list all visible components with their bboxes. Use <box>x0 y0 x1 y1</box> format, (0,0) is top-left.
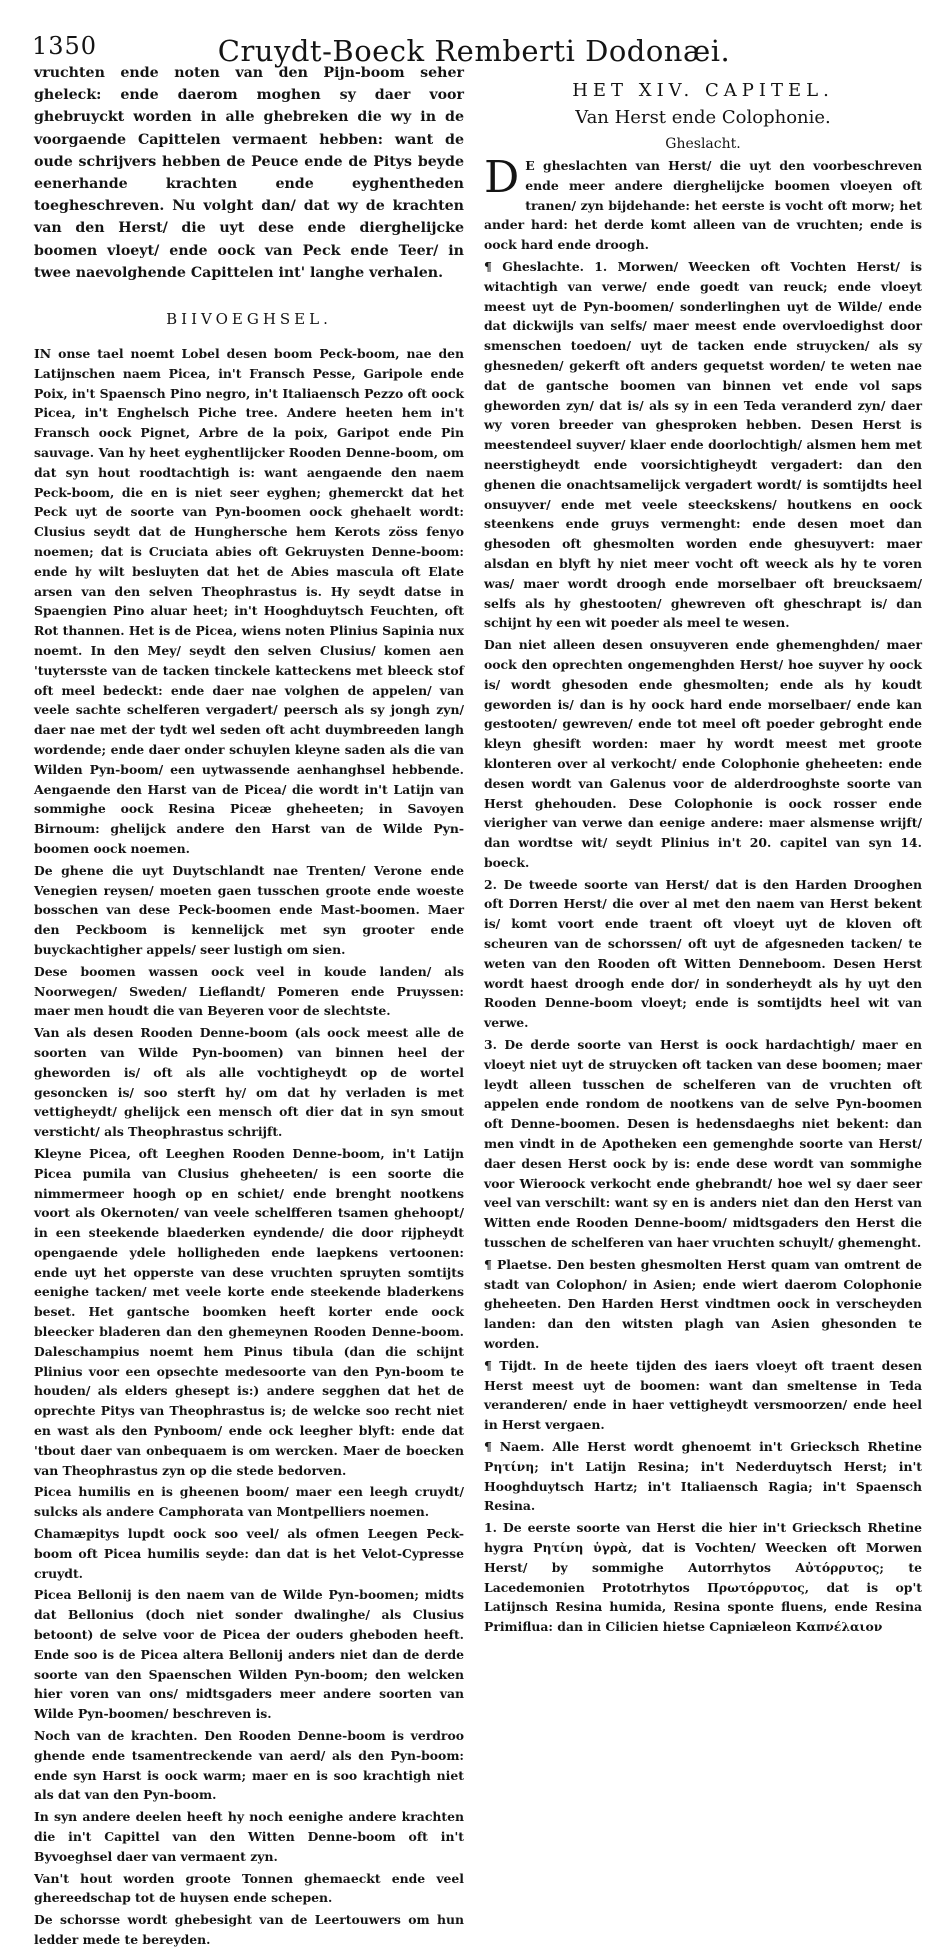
addendum-paragraph: De schorsse wordt ghebesight van de Leertouwers om hun ledder mede te bereyden. <box>34 1912 464 1947</box>
addendum-paragraph: Picea humilis en is gheenen boom/ maer een leegh cruydt/ sulcks als andere Camphorata van Montpelliers noemen. <box>34 1484 464 1520</box>
body-paragraph: 2. De tweede soorte van Herst/ dat is den Harden Drooghen oft Dorren Herst/ die over al met den naem van Herst bekent is/ komt voort ende traent oft vloeyt uyt de kloven oft scheuren van de schorssen/ oft uyt de afgesneden tacken/ te weten van den Rooden oft Witten Denneboom. Desen Herst wordt haest droogh ende dor/ in sonderheydt als hy uyt den Rooden Denne-boom vloeyt; ende is somtijdts heel wit van verwe. <box>484 876 922 1031</box>
addendum-paragraph: Van't hout worden groote Tonnen ghemaeckt ende veel ghereedschap tot de huysen ende schepen. <box>34 1870 464 1906</box>
addendum-paragraph: Noch van de krachten. Den Rooden Denne-boom is verdroo ghende ende tsamentreckende van aerd/ als den Pyn-boom: ende syn Harst is oock warm; maer en is soo krachtigh niet als dat van den Pyn-boom. <box>34 1728 464 1803</box>
opening-text: E gheslachten van Herst/ die uyt den voorbeschreven ende meer andere dierghelijcke boomen vloeyen oft tranen/ zyn bijdehande: het eerste is vocht oft morw; het ander hard: het derde komt alleen van de vruchten; ende is oock hard ende droogh. <box>484 158 922 253</box>
section-heading: BIIVOEGHSEL. <box>166 310 332 329</box>
addendum-paragraph: In syn andere deelen heeft hy noch eenighe andere krachten die in't Capittel van den Witten Denne-boom oft in't Byvoeghsel daer van vermaent zyn. <box>34 1809 464 1864</box>
addendum-paragraph: Picea Bellonij is den naem van de Wilde Pyn-boomen; midts dat Bellonius (doch niet sonder dwalinghe/ als Clusius betoont) de selve voor de Picea der ouders gheboden heeft. Ende soo is de Picea altera Bellonij anders niet dan de derde soorte van den Spaenschen Wilden Pyn-boom; den welcken hier voren van ons/ midtsgaders meer andere soorten van Wilde Pyn-boomen/ beschreven is. <box>34 1587 464 1722</box>
chapter-subtitle: Van Herst ende Colophonie. <box>575 107 831 128</box>
left-column <box>34 62 464 1947</box>
addendum-paragraph: IN onse tael noemt Lobel desen boom Peck-boom, nae den Latijnschen naem Picea, in't Fransch Pesse, Garipole ende Poix, in't Spaensch Pino negro, in't Italiaensch Pezzo oft oock Picea, in't Enghelsch Piche tree. Andere heeten hem in't Fransch oock Pignet, Arbre de la poix, Garipot ende Pin sauvage. Van hy heet eyghentlijcker Rooden Denne-boom, om dat syn hout roodtachtigh is: want aengaende den naem Peck-boom, die en is niet seer eyghen; ghemerckt dat het Peck uyt de soorte van Pyn-boomen oock ghehaelt wordt: Clusius seydt dat de Hunghersche hem Kerots zöss fenyo noemen; dat is Cruciata abies oft Gekruysten Denne-boom: ende hy wilt besluyten dat het de Abies mascula oft Elate arsen van den selven Theophrastus is. Hy seydt datse in Spaengien Pino aluar heet; in't Hooghduytsch Feuchten, oft Rot thannen. Het is de Picea, wiens noten Plinius Sapinia nux noemt. In den Mey/ seydt den selven Clusius/ komen aen 'tuytersste van de tacken tinckele katteckens met bleeck stof oft meel bedeckt: ende daer nae volghen de appelen/ van veele sachte schelferen vergadert/ peersch als sy jongh zyn/ daer nae met der tydt wel seden oft acht duymbreeden langh wordende; ende daer onder schuylen kleyne saden als die van Wilden Pyn-boom/ een uytwassende aenhanghsel hebbende. Aengaende den Harst van de Picea/ die wordt in't Latijn van sommighe oock Resina Piceæ gheheeten; in Savoyen Birnoum: ghelijck andere den Harst van de Wilde Pyn-boomen oock noemen. <box>34 346 464 856</box>
body-paragraph: vruchten ende noten van den Pijn-boom seher gheleck: ende daerom moghen sy daer voor ghebruyckt worden in alle ghebreken die wy in de voorgaende Capittelen vermaent hebben: want de oude schrijvers hebben de Peuce ende de Pitys beyde eenerhande krachten ende eyghentheden toegheschreven. Nu volght dan/ dat wy de krachten van den Herst/ die uyt dese ende dierghelijcke boomen vloeyt/ ende oock van Peck ende Teer/ in twee naevolghende Capittelen int' langhe verhalen. <box>34 65 464 281</box>
addendum-paragraph: Kleyne Picea, oft Leeghen Rooden Denne-boom, in't Latijn Picea pumila van Clusius gheheeten/ is een soorte die nimmermeer hoogh op en schiet/ ende brenght nootkens voort als Okernoten/ van veele schelfferen tsamen ghehoopt/ in een steekende blaederken eyndende/ die door rijpheydt opengaende ydele holligheden ende laepkens vertoonen: ende uyt het opperste van dese vruchten spruyten somtijts eenighe tacken/ met veele korte ende steekende bladerkens beset. Het gantsche boomken heeft korter ende oock bleecker bladeren dan den ghemeynen Rooden Denne-boom. Daleschampius noemt hem Pinus tibula (dan die schijnt Plinius voor een opsechte medesoorte van den Pyn-boom te houden/ als elders ghesept is:) andere segghen dat het de oprechte Pitys van Theophrastus is; de welcke soo recht niet en wast als den Pynboom/ ende ock leegher blyft: ende dat 'tbout daer van onbequaem is om wercken. Maer de boecken van Theophrastus zyn op die stede bedorven. <box>34 1145 464 1478</box>
running-title: Cruydt-Boeck Remberti Dodonæi. <box>217 34 731 68</box>
body-paragraph: ¶ Gheslachte. 1. Morwen/ Weecken oft Vochten Herst/ is witachtigh van verwe/ ende goedt van reuck; ende vloeyt meest uyt de Pyn-boomen/ sonderlinghen uyt de Wilde/ ende dat dickwijls van selfs/ maer meest ende overvloedighst door smenschen toedoen/ uyt de tacken ende struycken/ als sy ghesneden/ gekerft oft anders gequetst worden/ te weten nae dat de gantsche boomen van binnen vet ende vol saps gheworden zyn/ dat is/ als sy in een Teda veranderd zyn/ daer wy voren breeder van ghesproken hebben. Desen Herst is meestendeel suyver/ klaer ende doorlochtigh/ alsmen hem met neerstigheydt ende voorsichtigheydt vergadert: dan den ghenen die onachtsamelijck vergadert wordt/ is somtijdts heel onsuyver/ ende met veele steeckskens/ houtkens en oock steenkens ende gruys vermenght: ende desen moet dan ghesoden oft ghesmolten worden ende ghesuyvert: maer alsdan en blyft hy niet meer vocht oft weeck als hy te voren was/ maer wordt droogh ende morselbaer oft breucksaem/ selfs als hy ghestooten/ ghewreven oft gheschrapt is/ dan schijnt hy een wit poeder als meel te wesen. <box>484 258 922 631</box>
section-heading: Gheslacht. <box>665 136 741 152</box>
right-column <box>484 62 922 1635</box>
page-header <box>28 10 920 68</box>
body-paragraph: 1. De eerste soorte van Herst die hier in't Griecksch Rhetine hygra Ρητίνη ὑγρὰ, dat is Vochten/ Weecken oft Morwen Herst/ by sommighe Autorrhytos Αὐτόρρυτος; te Lacedemonien Prototrhytos Πρωτόρρυτος, dat is op't Latijnsch Resina humida, Resina sponte fluens, ende Resina Primiflua: dan in Cilicien hietse Capniæleon Καπνέλαιον <box>484 1520 922 1635</box>
body-paragraph: 3. De derde soorte van Herst is oock hardachtigh/ maer en vloeyt niet uyt de struycken oft tacken van dese boomen; maer leydt alleen tusschen de schelferen van de vruchten oft appelen ende rondom de nootkens van de selve Pyn-boomen oft Denne-boomen. Desen is hedensdaeghs niet bekent: dan men vindt in de Apotheken een gemenghde soorte van Herst/ daer desen Herst oock by is: ende dese wordt van sommighe voor Wieroock verkocht ende ghebrandt/ hoe wel sy daer seer veel van verschilt: want sy en is anders niet dan den Herst van Witten ende Rooden Denne-boom/ midtsgaders den Herst die tusschen de schelferen van haer vruchten schuylt/ ghemenght. <box>484 1037 922 1251</box>
drop-capital: D <box>484 152 520 203</box>
body-paragraph: ¶ Naem. Alle Herst wordt ghenoemt in't Griecksch Rhetine Ρητίνη; in't Latijn Resina; in't Nederduytsch Herst; in't Hooghduytsch Hartz; in't Italiaensch Ragia; in't Spaensch Resina. <box>484 1439 922 1514</box>
body-paragraph: Dan niet alleen desen onsuyveren ende ghemenghden/ maer oock den oprechten ongemenghden Herst/ hoe suyver hy oock is/ wordt ghesoden ende ghesmolten; ende als hy koudt geworden is/ dan is hy oock hard ende morselbaer/ ende kan gestooten/ gewreven/ ende tot meel oft poeder gebroght ende kleyn ghesift worden: maer hy wordt meest met groote klonteren over al verkocht/ ende Colophonie gheheeten: ende desen wordt van Galenus voor de alderdrooghste soorte van Herst ghehouden. Dese Colophonie is oock rosser ende vierigher van verwe dan eenige andere: maer alsmense wrijft/ dan wordtse wit/ seydt Plinius in't 20. capitel van syn 14. boeck. <box>484 637 922 870</box>
addendum-paragraph: Chamæpitys lupdt oock soo veel/ als ofmen Leegen Peck-boom oft Picea humilis seyde: dan dat is het Velot-Cypresse cruydt. <box>34 1526 464 1581</box>
addendum-paragraph: De ghene die uyt Duytschlandt nae Trenten/ Verone ende Venegien reysen/ moeten gaen tusschen groote ende woeste bosschen van dese Peck-boomen ende Mast-boomen. Maer den Peckboom is kennelijck met syn grooter ende buyckachtigher appels/ seer lustigh om sien. <box>34 862 464 957</box>
opening-paragraph <box>484 152 922 255</box>
body-paragraph: ¶ Plaetse. Den besten ghesmolten Herst quam van omtrent de stadt van Colophon/ in Asien; ende wiert daerom Colophonie gheheeten. Den Harden Herst vindtmen oock in verscheyden landen: dan den witsten plagh van Asien ghesonden te worden. <box>484 1256 922 1352</box>
body-paragraph: ¶ Tijdt. In de heete tijden des iaers vloeyt oft traent desen Herst meest uyt de boomen: want dan smeltense in Teda veranderen/ ende in haer vettigheydt versmoorzen/ ende heel in Herst vergaen. <box>484 1357 922 1433</box>
chapter-title: HET XIV. CAPITEL. <box>572 80 834 101</box>
addendum-paragraph: Van als desen Rooden Denne-boom (als oock meest alle de soorten van Wilde Pyn-boomen) van binnen heel der gheworden is/ oft als alle vochtigheydt op de wortel gesoncken is/ soo sterft hy/ om dat hy verladen is met vettigheydt/ ghelijck een mensch oft dier dat in syn smout versticht/ als Theophrastus schrijft. <box>34 1025 464 1140</box>
page-number: 1350 <box>32 32 98 60</box>
addendum-paragraph: Dese boomen wassen oock veel in koude landen/ als Noorwegen/ Sweden/ Lieflandt/ Pomeren ende Pruyssen: maer men houdt die van Beyeren voor de slechtste. <box>34 963 464 1019</box>
